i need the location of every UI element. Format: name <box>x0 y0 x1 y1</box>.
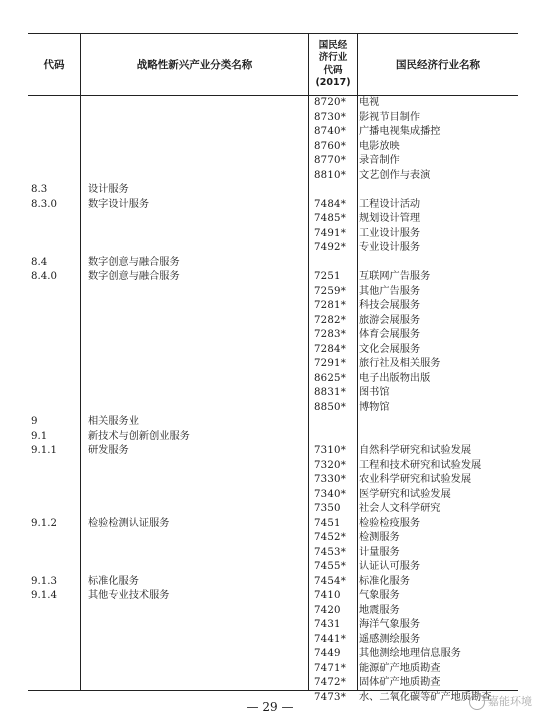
row-category: 数字创意与融合服务 <box>88 256 180 268</box>
row-code: 8.4 <box>31 256 48 268</box>
row-industry-name: 遥感测绘服务 <box>359 633 421 645</box>
row-industry-name: 电影放映 <box>359 140 400 152</box>
table-row <box>28 618 518 633</box>
row-industry-name: 专业设计服务 <box>359 242 421 253</box>
table-row <box>28 125 518 140</box>
row-code: 9.1 <box>31 430 48 442</box>
row-code: 8.3.0 <box>31 198 57 210</box>
table-row <box>28 357 518 372</box>
row-industry-code: 8810* <box>314 169 347 181</box>
row-industry-name: 社会人文科学研究 <box>359 503 441 514</box>
table-row <box>28 285 518 300</box>
row-industry-code: 8770* <box>314 155 347 166</box>
table-row <box>28 212 518 227</box>
row-industry-code: 7410 <box>314 590 341 601</box>
row-code: 9.1.1 <box>31 445 57 456</box>
row-industry-name: 农业科学研究和试验发展 <box>359 474 472 485</box>
row-industry-name: 认证认可服务 <box>359 561 421 572</box>
header-industry-code-line: 国民经 <box>318 39 348 51</box>
row-code: 9.1.2 <box>31 517 57 529</box>
row-industry-name: 检测服务 <box>359 532 400 543</box>
row-industry-code: 8730* <box>314 111 347 123</box>
table-row <box>28 604 518 619</box>
row-industry-name: 检验检疫服务 <box>359 517 421 529</box>
row-industry-name: 气象服务 <box>359 590 400 601</box>
table-row <box>28 198 518 213</box>
header-industry-name: 国民经济行业名称 <box>396 59 480 71</box>
row-industry-name: 广播电视集成播控 <box>359 126 441 137</box>
table-row <box>28 502 518 517</box>
industry-classification-table <box>28 33 518 703</box>
row-category: 其他专业技术服务 <box>88 590 170 601</box>
row-industry-name: 地震服务 <box>359 604 400 616</box>
header-industry-code-line: 代码 <box>323 64 343 76</box>
row-category: 设计服务 <box>88 184 129 195</box>
table-row <box>28 401 518 416</box>
row-industry-code: 7291* <box>314 358 347 369</box>
table-row <box>28 270 518 285</box>
table-row <box>28 386 518 401</box>
row-industry-name: 博物馆 <box>359 401 390 413</box>
row-industry-code: 8720* <box>314 97 347 108</box>
row-industry-code: 7281* <box>314 300 347 311</box>
header-industry-code <box>309 34 357 95</box>
row-industry-name: 文艺创作与表演 <box>359 169 431 181</box>
row-industry-code: 7320* <box>314 459 347 471</box>
row-industry-code: 7491* <box>314 227 347 239</box>
row-industry-code: 8740* <box>314 126 347 137</box>
row-industry-name: 图书馆 <box>359 387 390 398</box>
table-row <box>28 372 518 387</box>
row-code: 8.4.0 <box>31 271 57 282</box>
row-industry-code: 7451 <box>314 517 341 529</box>
table-row <box>28 459 518 474</box>
row-industry-name: 旅游会展服务 <box>359 314 421 326</box>
row-code: 9 <box>31 416 38 427</box>
header-industry-code-line: 济行业 <box>318 52 348 63</box>
table-row <box>28 473 518 488</box>
table-row <box>28 169 518 184</box>
row-industry-name: 科技会展服务 <box>359 300 421 311</box>
table-row <box>28 183 518 198</box>
row-industry-name: 互联网广告服务 <box>359 271 431 282</box>
row-industry-name: 电子出版物出版 <box>359 372 431 384</box>
table-row <box>28 633 518 648</box>
row-industry-name: 电视 <box>359 97 380 108</box>
row-industry-code: 7431 <box>314 619 341 630</box>
table-row <box>28 299 518 314</box>
row-industry-code: 7455* <box>314 561 347 572</box>
table-row <box>28 546 518 561</box>
row-industry-name: 其他广告服务 <box>359 285 421 297</box>
row-industry-name: 医学研究和试验发展 <box>359 488 451 500</box>
table-row <box>28 676 518 691</box>
table-row <box>28 241 518 256</box>
row-category: 研发服务 <box>88 445 129 456</box>
row-industry-code: 7471* <box>314 662 347 674</box>
row-category: 相关服务业 <box>88 416 139 427</box>
row-industry-name: 录音制作 <box>359 155 400 166</box>
row-code: 9.1.4 <box>31 590 57 601</box>
table-row <box>28 328 518 343</box>
table-row <box>28 560 518 575</box>
page-number: — 29 — <box>246 700 294 714</box>
row-industry-name: 其他测绘地理信息服务 <box>359 648 461 659</box>
row-category: 新技术与创新创业服务 <box>88 430 190 442</box>
table-body <box>28 96 518 705</box>
row-industry-code: 8850* <box>314 401 347 413</box>
row-industry-code: 7449 <box>314 648 341 659</box>
table-row <box>28 488 518 503</box>
row-industry-name: 工程和技术研究和试验发展 <box>359 459 482 471</box>
header-category-name: 战略性新兴产业分类名称 <box>136 59 253 71</box>
row-category: 数字创意与融合服务 <box>88 271 180 282</box>
row-industry-code: 7420 <box>314 604 341 616</box>
watermark-logo-icon <box>469 694 485 710</box>
row-industry-code: 7350 <box>314 503 341 514</box>
row-industry-code: 7473* <box>314 691 347 703</box>
header-industry-code-line: (2017) <box>315 77 351 88</box>
table-row <box>28 662 518 677</box>
row-industry-name: 文化会展服务 <box>359 343 421 355</box>
table-row <box>28 589 518 604</box>
row-industry-code: 7251 <box>314 271 341 282</box>
row-code: 8.3 <box>31 184 48 195</box>
row-industry-name: 旅行社及相关服务 <box>359 358 441 369</box>
table-row <box>28 343 518 358</box>
table-row <box>28 256 518 271</box>
table-row <box>28 111 518 126</box>
table-row <box>28 154 518 169</box>
table-row <box>28 444 518 459</box>
table-row <box>28 430 518 445</box>
watermark-text: 嘉能环境 <box>488 695 532 708</box>
row-industry-code: 7284* <box>314 343 347 355</box>
row-industry-code: 7484* <box>314 198 347 210</box>
table-row <box>28 531 518 546</box>
row-industry-name: 自然科学研究和试验发展 <box>359 445 472 456</box>
row-industry-code: 7340* <box>314 488 347 500</box>
table-row <box>28 314 518 329</box>
row-category: 标准化服务 <box>88 575 139 587</box>
row-industry-name: 影视节目制作 <box>359 111 421 123</box>
row-industry-code: 7454* <box>314 575 347 587</box>
row-industry-code: 8760* <box>314 140 347 152</box>
row-industry-code: 7453* <box>314 546 347 558</box>
table-row <box>28 647 518 662</box>
table-row <box>28 517 518 532</box>
table-row <box>28 227 518 242</box>
row-industry-name: 工业设计服务 <box>359 227 421 239</box>
row-industry-code: 7259* <box>314 285 347 297</box>
row-industry-code: 7441* <box>314 633 347 645</box>
row-industry-name: 标准化服务 <box>359 575 410 587</box>
row-industry-code: 7310* <box>314 445 347 456</box>
row-industry-code: 7472* <box>314 677 347 688</box>
table-row <box>28 140 518 155</box>
row-code: 9.1.3 <box>31 575 57 587</box>
row-industry-code: 7282* <box>314 314 347 326</box>
row-industry-name: 规划设计管理 <box>359 213 421 224</box>
row-industry-code: 7485* <box>314 213 347 224</box>
table-row <box>28 415 518 430</box>
row-industry-name: 体育会展服务 <box>359 329 421 340</box>
row-industry-code: 7452* <box>314 532 347 543</box>
row-industry-code: 8831* <box>314 387 347 398</box>
row-industry-name: 工程设计活动 <box>359 198 421 210</box>
row-industry-name: 海洋气象服务 <box>359 619 421 630</box>
table-row <box>28 575 518 590</box>
header-code: 代码 <box>43 59 65 71</box>
row-industry-code: 7492* <box>314 242 347 253</box>
row-industry-code: 7283* <box>314 329 347 340</box>
row-industry-name: 固体矿产地质勘查 <box>359 677 441 688</box>
row-industry-name: 能源矿产地质勘查 <box>359 662 441 674</box>
row-category: 检验检测认证服务 <box>88 517 170 529</box>
row-category: 数字设计服务 <box>88 198 150 210</box>
watermark <box>469 693 532 710</box>
row-industry-code: 7330* <box>314 474 347 485</box>
table-row <box>28 96 518 111</box>
row-industry-name: 水、二氧化碳等矿产地质勘查 <box>359 691 492 703</box>
row-industry-name: 计量服务 <box>359 546 400 558</box>
row-industry-code: 8625* <box>314 372 347 384</box>
